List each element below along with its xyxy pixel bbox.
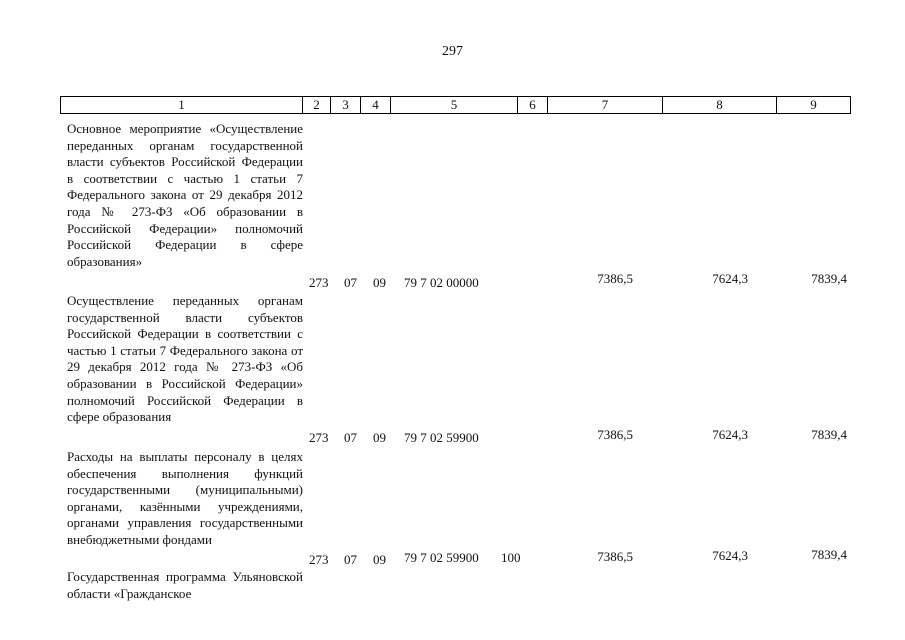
cell-admin-code: 273 [309,275,329,290]
cell-section: 07 [344,552,357,567]
cell-subsection: 09 [373,430,386,445]
cell-target-code: 79 7 02 59900 [404,430,479,445]
column-header-4: 4 [361,97,391,114]
cell-amount-year1: 7386,5 [597,271,633,286]
column-header-7: 7 [548,97,663,114]
row-description: Государственная программа Ульяновской области «Гражданское [67,569,303,601]
page-number: 297 [442,44,463,59]
column-header-5: 5 [391,97,518,114]
cell-amount-year1: 7386,5 [597,549,633,564]
column-header-9: 9 [777,97,851,114]
column-header-table [60,96,851,114]
row-description: Основное мероприятие «Осуществление переданных органам государственной власти субъектов Российской Федерации в соответствии с частью 1 статьи 7 Федерального закона от 29 декабря 2012 года № 273-ФЗ «Об образовании в Российской Федерации» полномочий Российской Федерации в сфере образования» [67,121,303,269]
column-header-1: 1 [61,97,303,114]
cell-amount-year3: 7839,4 [811,547,847,562]
cell-amount-year2: 7624,3 [712,271,748,286]
cell-amount-year3: 7839,4 [811,271,847,286]
cell-target-code: 79 7 02 59900 [404,550,479,565]
cell-admin-code: 273 [309,552,329,567]
cell-amount-year3: 7839,4 [811,427,847,442]
cell-amount-year2: 7624,3 [712,548,748,563]
column-header-8: 8 [663,97,777,114]
cell-admin-code: 273 [309,430,329,445]
column-header-6: 6 [518,97,548,114]
cell-amount-year1: 7386,5 [597,427,633,442]
column-header-row [61,97,851,114]
cell-subsection: 09 [373,275,386,290]
cell-subsection: 09 [373,552,386,567]
row-description: Осуществление переданных органам государственной власти субъектов Российской Федерации в соответствии с частью 1 статьи 7 Федерального закона от 29 декабря 2012 года № 273-ФЗ «Об образовании в Российской Федерации» полномочий Российской Федерации в сфере образования [67,293,303,425]
row-description: Расходы на выплаты персоналу в целях обеспечения выполнения функций государственными (муниципальными) органами, казёнными учреждениями, органами управления государственными внебюджетными фондами [67,449,303,547]
column-header-3: 3 [331,97,361,114]
cell-section: 07 [344,275,357,290]
column-header-2: 2 [303,97,331,114]
cell-amount-year2: 7624,3 [712,427,748,442]
cell-section: 07 [344,430,357,445]
cell-expense-type: 100 [501,550,521,565]
cell-target-code: 79 7 02 00000 [404,275,479,290]
